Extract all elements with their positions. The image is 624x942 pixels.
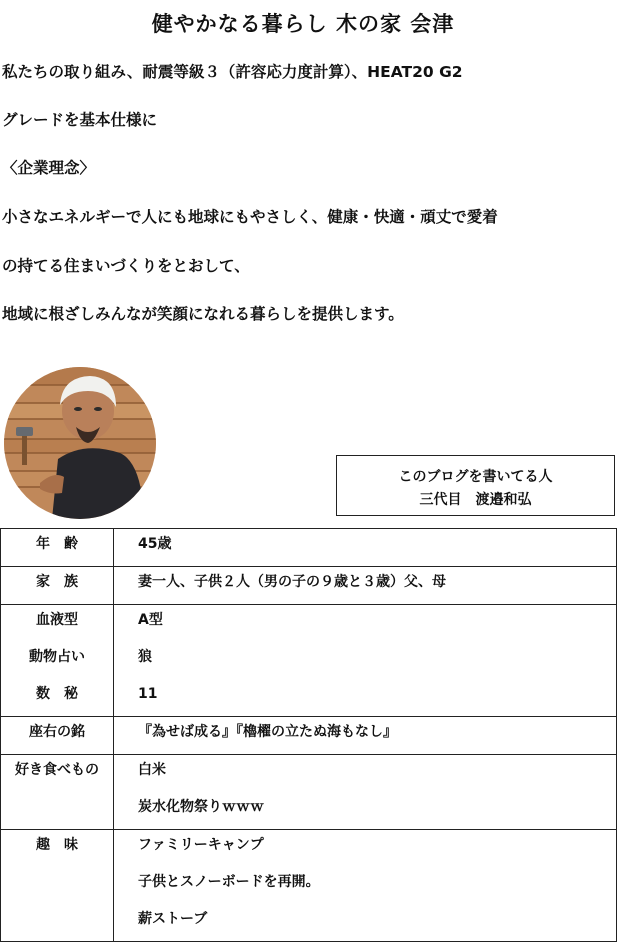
profile-value: 白米 xyxy=(138,762,166,778)
page-title: 健やかなる暮らし 木の家 会津 xyxy=(151,12,455,36)
profile-value-cell xyxy=(114,717,617,755)
intro-line: 〈企業理念〉 xyxy=(2,159,96,177)
table-row xyxy=(1,529,617,567)
profile-value: A型 xyxy=(138,612,163,628)
profile-label: 血液型 xyxy=(36,612,78,628)
author-photo xyxy=(4,367,156,519)
profile-label: 数 秘 xyxy=(36,686,78,702)
profile-value: 妻一人、子供２人（男の子の９歳と３歳）父、母 xyxy=(138,574,446,590)
profile-value: 『為せば成る』『櫓櫂の立たぬ海もなし』 xyxy=(138,724,397,740)
profile-value: 薪ストーブ xyxy=(138,911,208,927)
profile-value-cell xyxy=(114,755,617,830)
profile-label-cell xyxy=(1,830,114,942)
profile-label-cell xyxy=(1,605,114,717)
profile-label-cell xyxy=(1,755,114,830)
profile-value: 子供とスノーボードを再開。 xyxy=(138,874,320,890)
intro-line: 私たちの取り組み、耐震等級３（許容応力度計算）、HEAT20 G2 xyxy=(2,63,463,81)
profile-label: 座右の銘 xyxy=(29,724,85,740)
intro-line: 小さなエネルギーで人にも地球にもやさしく、健康・快適・頑丈で愛着 xyxy=(2,208,498,226)
profile-table xyxy=(0,528,617,942)
profile-label: 家 族 xyxy=(36,574,78,590)
profile-label-cell xyxy=(1,717,114,755)
intro-line: 地域に根ざしみんなが笑顔になれる暮らしを提供します。 xyxy=(2,305,404,323)
profile-value-cell xyxy=(114,830,617,942)
profile-label: 趣 味 xyxy=(36,837,78,853)
table-row xyxy=(1,755,617,830)
profile-label: 動物占い xyxy=(29,649,85,665)
profile-value-cell xyxy=(114,605,617,717)
profile-value: 45歳 xyxy=(138,536,172,552)
profile-value: 狼 xyxy=(138,649,152,665)
profile-label: 年 齢 xyxy=(36,536,78,552)
profile-value-cell xyxy=(114,529,617,567)
profile-value-cell xyxy=(114,567,617,605)
author-info-box xyxy=(336,455,615,516)
table-row xyxy=(1,605,617,717)
intro-line: グレードを基本仕様に xyxy=(2,111,158,129)
profile-label-cell xyxy=(1,529,114,567)
profile-value: 11 xyxy=(138,686,158,702)
table-row xyxy=(1,830,617,942)
profile-label: 好き食べもの xyxy=(15,762,99,778)
profile-value: 炭水化物祭りｗｗｗ xyxy=(138,799,264,815)
table-row xyxy=(1,717,617,755)
table-row xyxy=(1,567,617,605)
author-name: 三代目 渡邉和弘 xyxy=(419,492,532,508)
author-caption: このブログを書いてる人 xyxy=(398,469,553,485)
intro-line: の持てる住まいづくりをとおして、 xyxy=(2,257,250,275)
profile-label-cell xyxy=(1,567,114,605)
profile-value: ファミリーキャンプ xyxy=(138,837,264,853)
